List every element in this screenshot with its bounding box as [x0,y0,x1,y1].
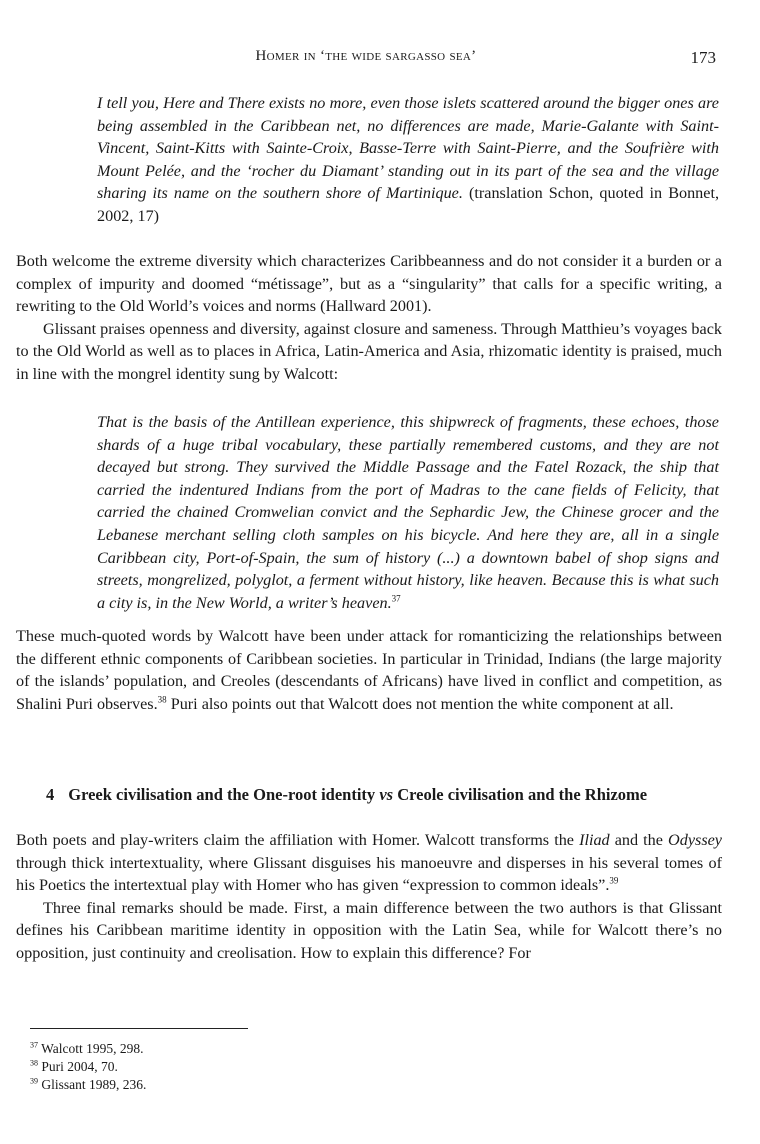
quote-text: I tell you, Here and There exists no more, even those islets scattered around the bigger ones are being assembled in the Caribbean net, no differences are made, Marie-Galante with Saint-Vincent, Saint-Kitts with Sainte-Croix, Basse-Terre with Saint-Pierre, and the Soufrière with Mount Pelée, and the ‘rocher du Diamant’ standing out in its part of the sea and the village sharing its name on the southern shore of Martinique. [97,94,719,203]
footnotes [30,1040,146,1094]
paragraph-text: and the [609,831,669,849]
footnote-ref: 37 [391,593,401,604]
running-header [16,48,716,65]
footnote-rule [30,1028,248,1029]
block-quote-walcott [97,411,719,614]
paragraph-final-remarks: Three final remarks should be made. First, a main difference between the two authors is that Glissant defines his Caribbean maritime identity in opposition with the Latin Sea, while for Walcott there’s no opposition, just continuity and creolisation. How to explain this difference? For [16,898,722,962]
footnote-number: 38 [30,1058,38,1068]
section-number: 4 [46,785,55,804]
paragraph-text: These much-quoted words by Walcott have been under attack for romanticizing the relationships between the different ethnic components of Caribbean societies. In particular in Trinidad, Indians (the large majority of the islands’ population, and Creoles (descendants of Africans) have lived in conflict and competition, as Shalini Puri observes. [16,627,722,713]
section-title: Greek civilisation and the One-root identity [68,785,380,804]
footnote-ref: 38 [157,694,167,705]
footnote [30,1076,146,1094]
title-odyssey: Odyssey [668,831,722,849]
paragraph-text: through thick intertextuality, where Glissant disguises his manoeuvre and disperses in his several tomes of his Poetics the intertextual play with Homer who has given “expression to common ideals”. [16,853,722,895]
title-iliad: Iliad [579,831,610,849]
section-heading [16,784,722,806]
footnote-text: Walcott 1995, 298. [38,1041,144,1056]
footnote-ref: 39 [609,875,619,886]
paragraph-text: Both poets and play-writers claim the affiliation with Homer. Walcott transforms the [16,831,580,849]
paragraph-diversity: Both welcome the extreme diversity which characterizes Caribbeanness and do not consider it a burden or a complex of impurity and doomed “métissage”, but as a “singularity” that calls for a specific writing, a rewriting to the Old World’s voices and norms (Hallward 2001). [16,252,722,316]
paragraph-glissant-openness: Glissant praises openness and diversity, against closure and sameness. Through Matthieu’s voyages back to the Old World as well as to places in Africa, Latin-America and Asia, rhizomatic identity is praised, much in line with the mongrel identity sung by Walcott: [16,319,722,383]
section-title-vs: vs [379,785,394,804]
footnote-number: 39 [30,1076,38,1086]
page-number: 173 [690,48,716,67]
body-paragraphs-1 [16,250,722,386]
footnote [30,1040,146,1058]
quote-citation: (translation Schon, quoted in Bonnet, 2002, 17) [97,184,719,225]
body-paragraphs-2 [16,829,722,965]
running-head: Homer in ‘the wide sargasso sea’ [255,48,477,64]
section-title: Creole civilisation and the Rhizome [393,785,648,804]
paragraph-text: Puri also points out that Walcott does not mention the white component at all. [166,694,674,713]
footnote-number: 37 [30,1040,38,1050]
footnote-text: Puri 2004, 70. [38,1059,118,1074]
footnote [30,1058,146,1076]
block-quote-glissant [97,92,719,228]
quote-text: That is the basis of the Antillean experience, this shipwreck of fragments, these echoes, those shards of a huge tribal vocabulary, these partially remembered customs, and they are not decayed but strong. They survived the Middle Passage and the Fatel Rozack, the ship that carried the indentured Indians from the port of Madras to the cane fields of Felicity, that carried the chained Cromwelian convict and the Sephardic Jew, the Chinese grocer and the Lebanese merchant selling cloth samples on his bicycle. And here they are, all in a single Caribbean city, Port-of-Spain, the sum of history (...) a downtown babel of shop signs and streets, mongrelized, polyglot, a ferment without history, like heaven. Because this is what such a city is, in the New World, a writer’s heaven. [97,413,719,612]
body-paragraph-critique [16,625,722,715]
footnote-text: Glissant 1989, 236. [38,1077,147,1092]
